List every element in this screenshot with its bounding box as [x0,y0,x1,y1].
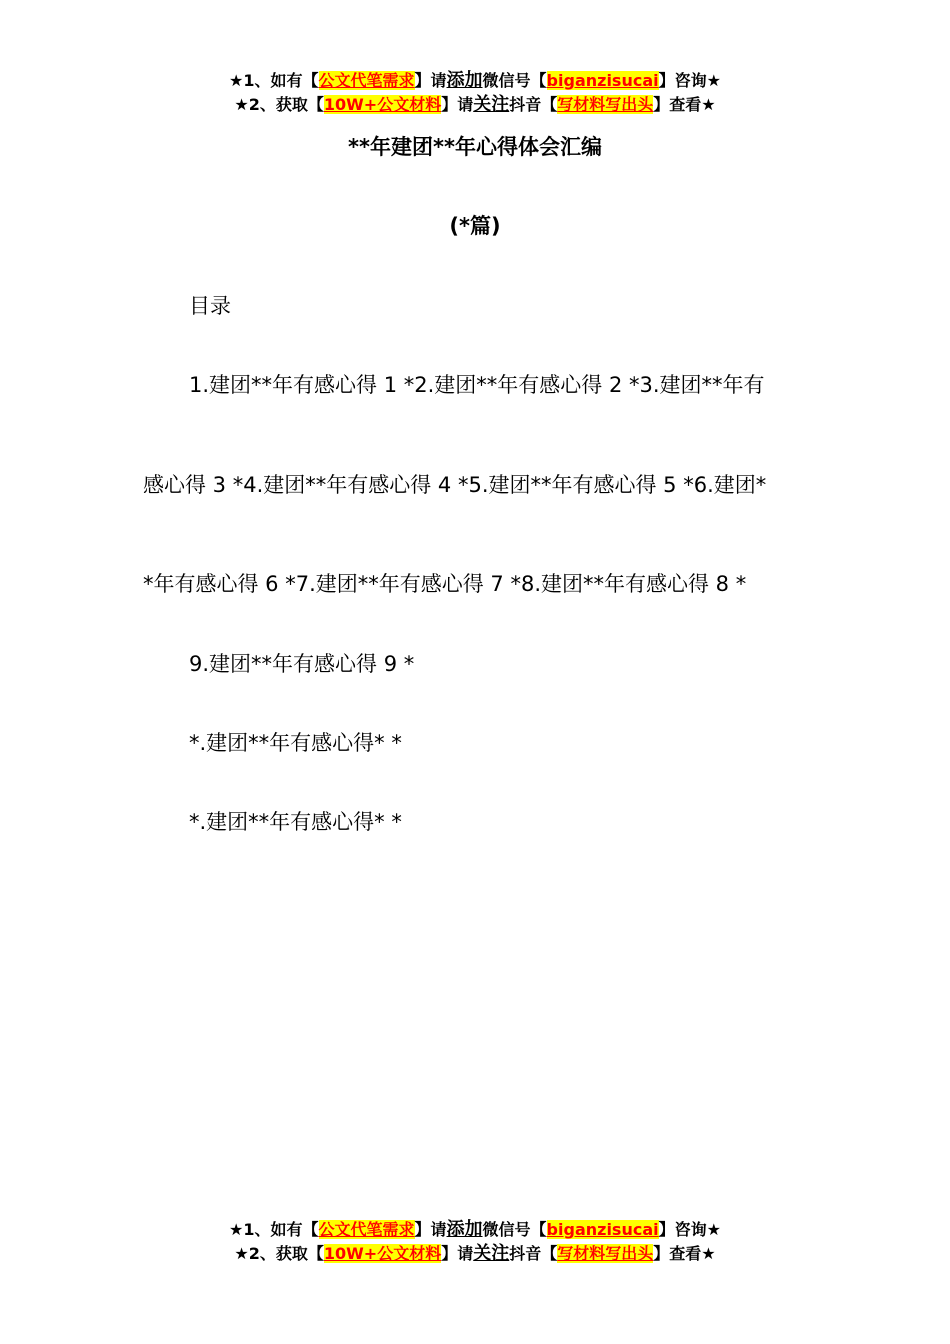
banner-text: 】咨询★ [658,1220,721,1239]
toc-line: *年有感心得 6 *7.建团**年有感心得 7 *8.建团**年有感心得 8 * [143,572,747,596]
banner-highlight: biganzisucai [546,71,659,90]
toc-heading: 目录 [189,294,231,318]
banner-highlight: 写材料写出头 [557,1244,654,1263]
banner-highlight: 10W+公文材料 [323,1244,442,1263]
banner-underline: 关注 [473,94,510,115]
banner-text: ★1、如有【 [229,71,319,90]
banner-text: 抖音【 [509,1244,558,1263]
banner-underline: 添加 [446,70,483,91]
banner-highlight: 公文代笔需求 [318,71,415,90]
banner-text: 】查看★ [653,95,716,114]
banner-line-2 [0,1242,950,1266]
footer-banner [0,1218,950,1266]
banner-line-1 [0,69,950,93]
banner-highlight: 写材料写出头 [557,95,654,114]
banner-text: ★2、获取【 [234,95,324,114]
header-banner [0,69,950,117]
toc-line: 感心得 3 *4.建团**年有感心得 4 *5.建团**年有感心得 5 *6.建团* [143,473,767,497]
banner-line-2 [0,93,950,117]
banner-text: 】咨询★ [658,71,721,90]
document-title: **年建团**年心得体会汇编 [348,135,602,159]
banner-line-1 [0,1218,950,1242]
banner-text: 】请 [441,1244,474,1263]
toc-line: *.建团**年有感心得* * [189,731,402,755]
banner-underline: 添加 [446,1219,483,1240]
banner-text: 】请 [414,71,447,90]
banner-highlight: 10W+公文材料 [323,95,442,114]
banner-text: 】请 [414,1220,447,1239]
banner-text: 抖音【 [509,95,558,114]
banner-highlight: biganzisucai [546,1220,659,1239]
banner-highlight: 公文代笔需求 [318,1220,415,1239]
banner-text: ★1、如有【 [229,1220,319,1239]
banner-text: 】请 [441,95,474,114]
banner-text: 微信号【 [482,71,547,90]
banner-underline: 关注 [473,1243,510,1264]
toc-line: 1.建团**年有感心得 1 *2.建团**年有感心得 2 *3.建团**年有 [189,373,765,397]
banner-text: 】查看★ [653,1244,716,1263]
banner-text: ★2、获取【 [234,1244,324,1263]
toc-line: 9.建团**年有感心得 9 * [189,652,415,676]
toc-line: *.建团**年有感心得* * [189,810,402,834]
document-subtitle: (*篇) [449,214,501,238]
banner-text: 微信号【 [482,1220,547,1239]
